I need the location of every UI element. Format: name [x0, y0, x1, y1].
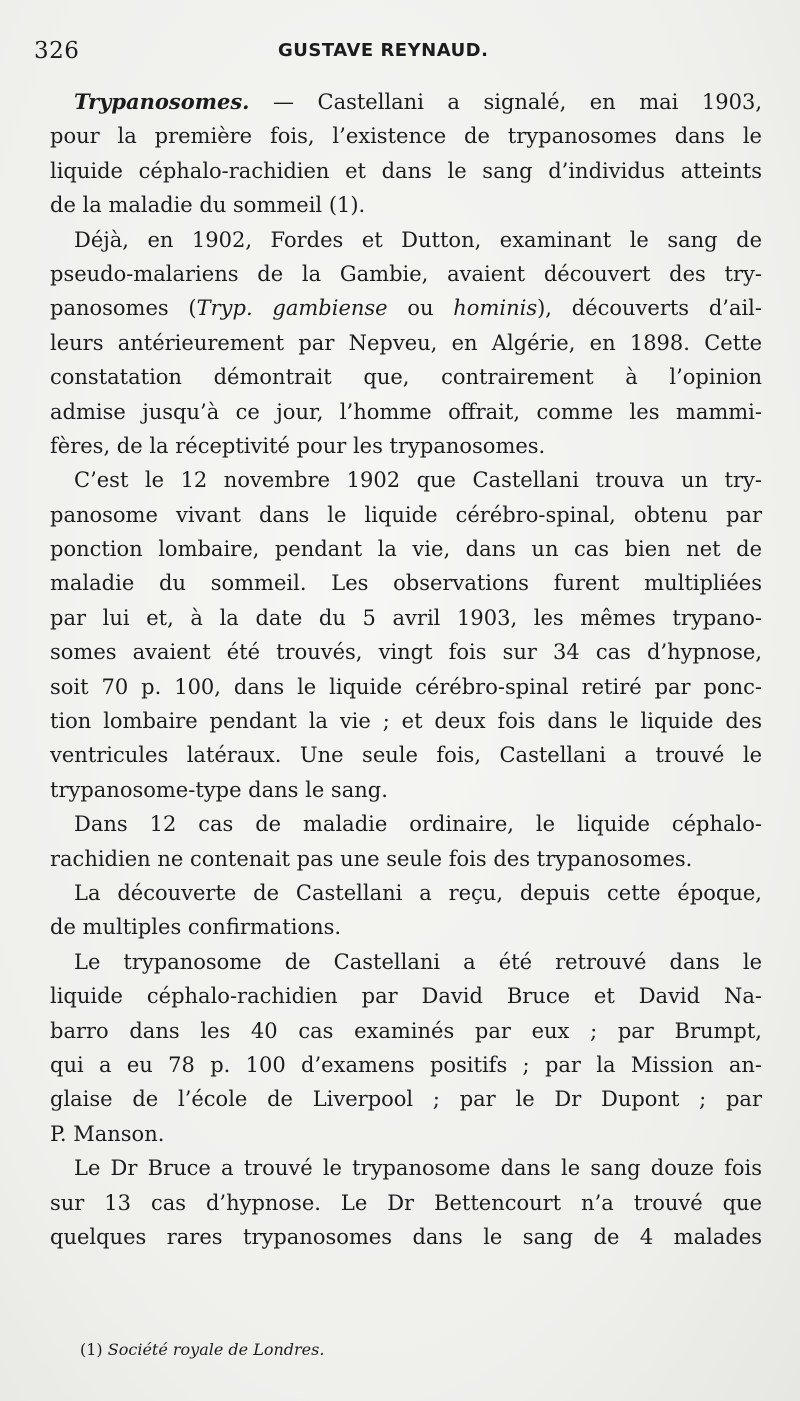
text-run: ponction lombaire, pendant la vie, dans un cas bien net de: [50, 537, 762, 562]
text-run: maladie du sommeil. Les observations furent multipliées: [50, 571, 762, 596]
text-run: de la maladie du sommeil (1).: [50, 193, 366, 218]
text-run: panosome vivant dans le liquide cérébro-spinal, obtenu par: [50, 502, 762, 527]
text-line: [50, 85, 762, 119]
page-number: 326: [34, 38, 80, 64]
text-run: trypanosome-type dans le sang.: [50, 777, 388, 802]
text-line: [50, 1117, 762, 1151]
text-run: constatation démontrait que, contrairement à l’opinion: [50, 365, 762, 390]
text-run: de multiples confirmations.: [50, 915, 342, 940]
text-run: La découverte de Castellani a reçu, depuis cette époque,: [74, 880, 762, 905]
paragraph: [50, 945, 762, 1151]
text-line: [50, 1151, 762, 1185]
text-line: [50, 291, 762, 325]
text-line: [50, 566, 762, 600]
text-line: [50, 704, 762, 738]
text-run: admise jusqu’à ce jour, l’homme offrait, comme les mammi-: [50, 399, 762, 424]
text-line: [50, 360, 762, 394]
text-line: [50, 463, 762, 497]
text-run: leurs antérieurement par Nepveu, en Algérie, en 1898. Cette: [50, 330, 762, 355]
running-title: GUSTAVE REYNAUD.: [278, 40, 489, 61]
text-run: fères, de la réceptivité pour les trypanosomes.: [50, 433, 546, 458]
running-head: [34, 34, 764, 68]
text-line: [50, 1014, 762, 1048]
text-line: [50, 738, 762, 772]
footnote-marker: (1): [80, 1340, 103, 1359]
text-run: Tryp. gambiense: [196, 296, 388, 321]
text-line: [50, 945, 762, 979]
text-line: [50, 498, 762, 532]
text-run: par lui et, à la date du 5 avril 1903, les mêmes trypano-: [50, 605, 762, 630]
text-run: sur 13 cas d’hypnose. Le Dr Bettencourt n’a trouvé que: [50, 1190, 762, 1215]
text-run: liquide céphalo-rachidien et dans le sang d’individus atteints: [50, 158, 762, 183]
text-line: [50, 395, 762, 429]
text-run: quelques rares trypanosomes dans le sang de 4 malades: [50, 1224, 762, 1249]
text-run: Le Dr Bruce a trouvé le trypanosome dans le sang douze fois: [74, 1156, 762, 1181]
text-line: [50, 670, 762, 704]
text-run: pseudo-malariens de la Gambie, avaient découvert des try-: [50, 261, 762, 286]
text-line: [50, 1082, 762, 1116]
text-line: [50, 1048, 762, 1082]
text-run: tion lombaire pendant la vie ; et deux fois dans le liquide des: [50, 709, 762, 734]
text-run: somes avaient été trouvés, vingt fois sur 34 cas d’hypnose,: [50, 640, 762, 665]
paragraph: [50, 463, 762, 807]
text-line: [50, 223, 762, 257]
text-line: [50, 601, 762, 635]
text-line: [50, 188, 762, 222]
paragraph: [50, 223, 762, 464]
text-line: [50, 807, 762, 841]
body-text: [50, 85, 762, 1254]
footnote: [80, 1340, 324, 1359]
paragraph: [50, 1151, 762, 1254]
text-run: Dans 12 cas de maladie ordinaire, le liquide céphalo-: [74, 812, 762, 837]
text-run: Trypanosomes.: [74, 89, 250, 114]
text-run: ), découverts d’ail-: [537, 296, 762, 321]
text-line: [50, 532, 762, 566]
text-run: pour la première fois, l’existence de trypanosomes dans le: [50, 124, 762, 149]
text-line: [50, 910, 762, 944]
text-run: Déjà, en 1902, Fordes et Dutton, examinant le sang de: [74, 227, 762, 252]
text-line: [50, 842, 762, 876]
text-run: hominis: [453, 296, 538, 321]
text-run: P. Manson.: [50, 1121, 165, 1146]
paragraph: [50, 807, 762, 876]
text-line: [50, 773, 762, 807]
text-run: ou: [387, 296, 454, 321]
text-run: rachidien ne contenait pas une seule fois des trypanosomes.: [50, 846, 693, 871]
text-run: qui a eu 78 p. 100 d’examens positifs ; par la Mission an-: [50, 1052, 762, 1077]
paragraph: [50, 876, 762, 945]
text-run: glaise de l’école de Liverpool ; par le Dr Dupont ; par: [50, 1087, 762, 1112]
footnote-text: Société royale de Londres.: [107, 1340, 325, 1359]
text-line: [50, 119, 762, 153]
text-run: panosomes (: [50, 296, 197, 321]
text-line: [50, 1220, 762, 1254]
text-line: [50, 635, 762, 669]
text-line: [50, 257, 762, 291]
text-line: [50, 979, 762, 1013]
text-line: [50, 154, 762, 188]
text-run: barro dans les 40 cas examinés par eux ; par Brumpt,: [50, 1018, 762, 1043]
text-line: [50, 1186, 762, 1220]
text-line: [50, 876, 762, 910]
paragraph: [50, 85, 762, 223]
text-line: [50, 429, 762, 463]
text-run: liquide céphalo-rachidien par David Bruce et David Na-: [50, 984, 762, 1009]
text-run: C’est le 12 novembre 1902 que Castellani trouva un try-: [74, 468, 762, 493]
text-run: soit 70 p. 100, dans le liquide cérébro-spinal retiré par ponc-: [50, 674, 762, 699]
text-run: — Castellani a signalé, en mai 1903,: [249, 90, 762, 114]
text-run: ventricules latéraux. Une seule fois, Castellani a trouvé le: [50, 743, 762, 768]
text-run: Le trypanosome de Castellani a été retrouvé dans le: [74, 949, 762, 974]
text-line: [50, 326, 762, 360]
